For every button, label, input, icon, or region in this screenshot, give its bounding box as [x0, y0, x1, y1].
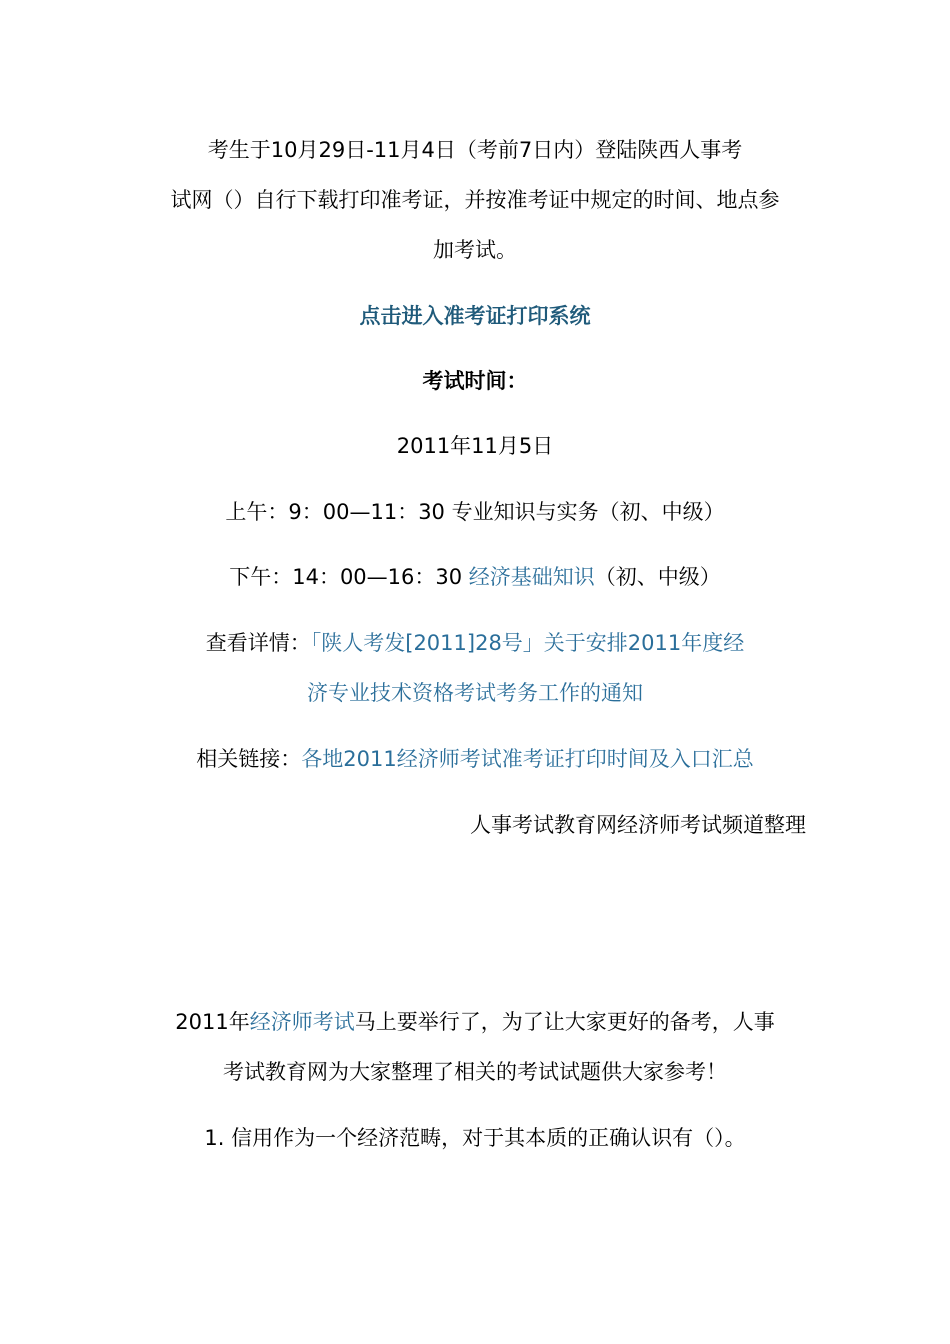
notice-line-3: 加考试。 — [433, 238, 517, 262]
intro-line-1 — [150, 997, 800, 1047]
intro-year: 2011年 — [175, 1010, 250, 1034]
source-credit: 人事考试教育网经济师考试频道整理 — [470, 813, 806, 837]
details-label: 查看详情： — [205, 631, 311, 655]
document-page — [150, 0, 806, 1344]
notice-document-link[interactable]: 「陕人考发[2011]28号」关于安排2011年度经 — [310, 631, 745, 655]
intro-line-2: 考试教育网为大家整理了相关的考试试题供大家参考！ — [223, 1060, 727, 1084]
notice-line-2: 试网（）自行下载打印准考证，并按准考证中规定的时间、地点参 — [170, 188, 780, 212]
afternoon-time: 下午：14：00—16：30 — [229, 565, 469, 589]
afternoon-level: （初、中级） — [594, 565, 721, 589]
related-links — [150, 734, 800, 784]
exam-date: 2011年11月5日 — [396, 434, 554, 458]
morning-session: 上午：9：00—11：30 专业知识与实务（初、中级） — [225, 500, 725, 524]
details-line-1 — [150, 618, 800, 668]
notice-line-1: 考生于10月29日-11月4日（考前7日内）登陆陕西人事考 — [207, 138, 743, 162]
notice-document-link-continued[interactable]: 济专业技术资格考试考务工作的通知 — [307, 681, 643, 705]
print-system-link[interactable]: 点击进入准考证打印系统 — [359, 304, 591, 328]
details-line-2 — [150, 668, 800, 718]
admission-ticket-summary-link[interactable]: 各地2011经济师考试准考证打印时间及入口汇总 — [301, 747, 754, 771]
related-label: 相关链接： — [196, 747, 302, 771]
economic-basics-link[interactable]: 经济基础知识 — [468, 565, 595, 589]
print-system-link-row — [150, 291, 800, 341]
intro-rest: 马上要举行了，为了让大家更好的备考，人事 — [354, 1010, 775, 1034]
question-1: 1. 信用作为一个经济范畴，对于其本质的正确认识有（）。 — [204, 1126, 746, 1150]
economist-exam-link[interactable]: 经济师考试 — [249, 1010, 355, 1034]
exam-time-heading: 考试时间： — [422, 369, 528, 393]
afternoon-session — [150, 552, 800, 602]
